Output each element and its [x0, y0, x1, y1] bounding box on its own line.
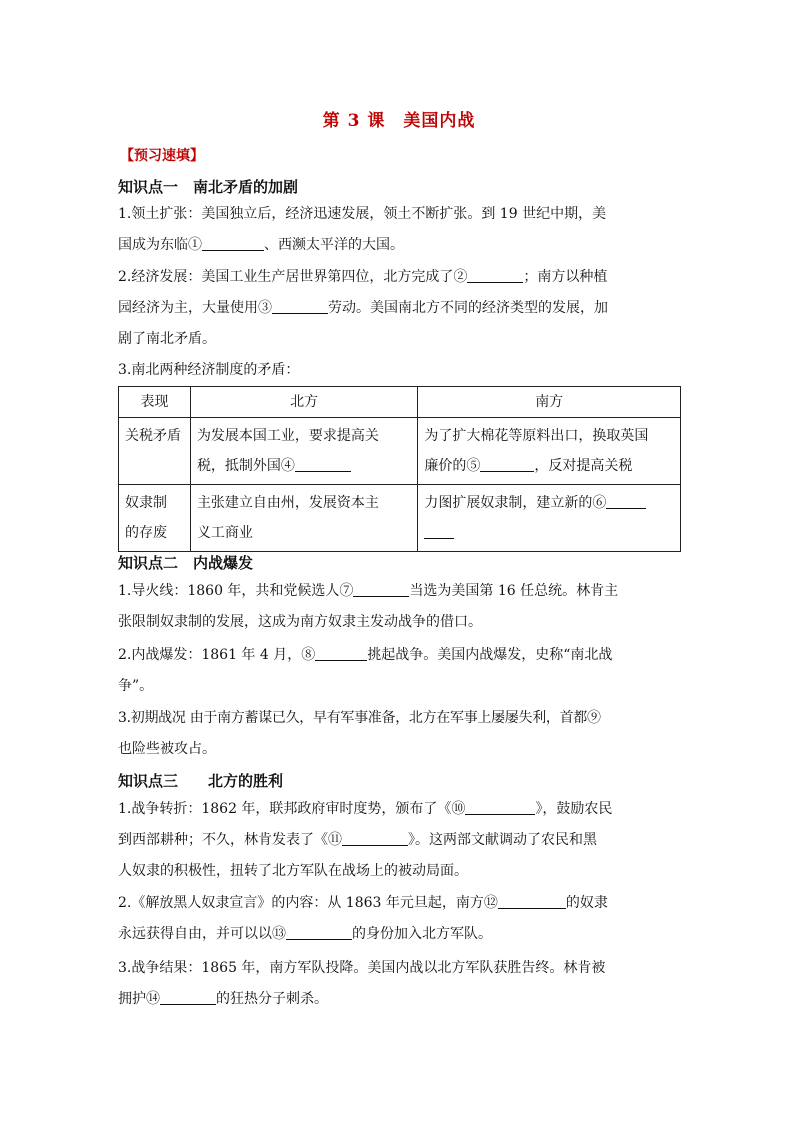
table-row [119, 418, 681, 485]
blank-12[interactable] [498, 893, 566, 909]
text-line [118, 293, 680, 324]
text: 》。这两部文献调动了农民和黑 [408, 832, 597, 848]
text: 的狂热分子刺杀。 [216, 991, 328, 1007]
k1-paragraph-3 [118, 355, 680, 386]
text-line: 争”。 [118, 678, 154, 694]
text: 永远获得自由，并可以以⑬ [118, 926, 286, 942]
text-line [118, 984, 680, 1015]
text-line: 人奴隶的积极性，扭转了北方军队在战场上的被动局面。 [118, 863, 468, 879]
table-row [119, 485, 681, 552]
table-cell-south [418, 485, 681, 552]
text: 园经济为主，大量使用③ [118, 300, 272, 316]
text-line: 1.领土扩张：美国独立后，经济迅速发展，领土不断扩张。到 19 世纪中期，美 [118, 206, 607, 222]
blank-1[interactable] [202, 235, 264, 251]
blank-6[interactable] [606, 493, 646, 509]
text-line: 3.初期战况 由于南方蓄谋已久，早有军事准备，北方在军事上屡屡失利，首都⑨ [118, 710, 601, 726]
text: 为了扩大棉花等原料出口，换取英国 [424, 428, 649, 444]
text-line [118, 640, 680, 671]
text: 当选为美国第 16 任总统。林肯主 [409, 583, 619, 599]
blank-11[interactable] [342, 830, 408, 846]
text: 关税矛盾 [125, 428, 181, 444]
blank-6-cont[interactable] [424, 523, 454, 539]
text: 为发展本国工业，要求提高关 [196, 428, 379, 444]
text: 挑起战争。美国内战爆发，史称“南北战 [367, 647, 613, 663]
text-line [118, 888, 680, 919]
text-line: 3.战争结果：1865 年，南方军队投降。美国内战以北方军队获胜告终。林肯被 [118, 960, 606, 976]
text: 税，抵制外国④ [196, 458, 295, 474]
blank-10[interactable] [465, 799, 535, 815]
comparison-table [118, 386, 681, 552]
k1-paragraph-1 [118, 199, 680, 261]
text: 义工商业 [196, 525, 253, 541]
text-line [118, 794, 680, 825]
text-line: 也险些被攻占。 [118, 741, 216, 757]
text: 1.导火线：1860 年，共和党候选人⑦ [118, 583, 354, 599]
k1-paragraph-2 [118, 262, 680, 355]
text: 、西濒太平洋的大国。 [264, 237, 404, 253]
text-line [118, 230, 680, 261]
text-line [118, 919, 680, 950]
text-line: 3.南北两种经济制度的矛盾： [118, 362, 300, 378]
text: 廉价的⑤ [424, 458, 481, 474]
text: 的身份加入北方军队。 [352, 926, 492, 942]
blank-14[interactable] [160, 989, 216, 1005]
text: ；南方以种植 [523, 269, 608, 285]
blank-7[interactable] [353, 581, 409, 597]
text: 的存废 [125, 525, 167, 541]
table-header-row [119, 387, 681, 418]
text: 国成为东临① [118, 237, 202, 253]
table-cell-label [119, 418, 191, 485]
table-cell-north [190, 418, 417, 485]
text: 的奴隶 [565, 895, 608, 911]
k2-paragraph-3 [118, 703, 680, 765]
text-line [118, 576, 680, 607]
k3-heading: 知识点三 北方的胜利 [118, 772, 284, 790]
table-cell-label [119, 485, 191, 552]
text: 2.内战爆发：1861 年 4 月，⑧ [118, 647, 316, 663]
text: 到西部耕种；不久，林肯发表了《⑪ [118, 832, 342, 848]
text: 拥护⑭ [118, 991, 160, 1007]
table-cell-north [190, 485, 417, 552]
k3-paragraph-2 [118, 888, 680, 950]
text-line [118, 262, 680, 293]
text: 2.经济发展：美国工业生产居世界第四位，北方完成了② [118, 269, 468, 285]
table-cell-south [418, 418, 681, 485]
table-header-cell: 表现 [119, 387, 191, 418]
table-header-cell: 北方 [190, 387, 417, 418]
blank-13[interactable] [286, 924, 352, 940]
text: 劳动。美国南北方不同的经济类型的发展，加 [328, 300, 608, 316]
blank-8[interactable] [315, 645, 367, 661]
text: 1.战争转折：1862 年，联邦政府审时度势，颁布了《⑩ [118, 801, 466, 817]
text: 》，鼓励农民 [535, 801, 613, 817]
k3-paragraph-1 [118, 794, 680, 887]
text: 力图扩展奴隶制，建立新的⑥ [424, 495, 607, 511]
k2-heading: 知识点二 内战爆发 [118, 554, 254, 572]
text: ，反对提高关税 [534, 458, 633, 474]
text: 2.《解放黑人奴隶宣言》的内容：从 1863 年元旦起，南方⑫ [118, 895, 498, 911]
blank-4[interactable] [295, 456, 351, 472]
k2-paragraph-2 [118, 640, 680, 702]
blank-3[interactable] [272, 298, 328, 314]
text-line: 剧了南北矛盾。 [118, 331, 216, 347]
k1-heading: 知识点一 南北矛盾的加剧 [118, 178, 299, 196]
lesson-title: 第 3 课 美国内战 [322, 111, 476, 131]
text-line [118, 825, 680, 856]
blank-2[interactable] [467, 267, 523, 283]
k2-paragraph-1 [118, 576, 680, 638]
text: 主张建立自由州，发展资本主 [196, 495, 379, 511]
blank-5[interactable] [480, 456, 534, 472]
k3-paragraph-3 [118, 953, 680, 1015]
text-line: 张限制奴隶制的发展，这成为南方奴隶主发动战争的借口。 [118, 614, 482, 630]
section-tag: 【预习速填】 [120, 148, 204, 164]
table-header-cell: 南方 [418, 387, 681, 418]
text: 奴隶制 [125, 495, 167, 511]
